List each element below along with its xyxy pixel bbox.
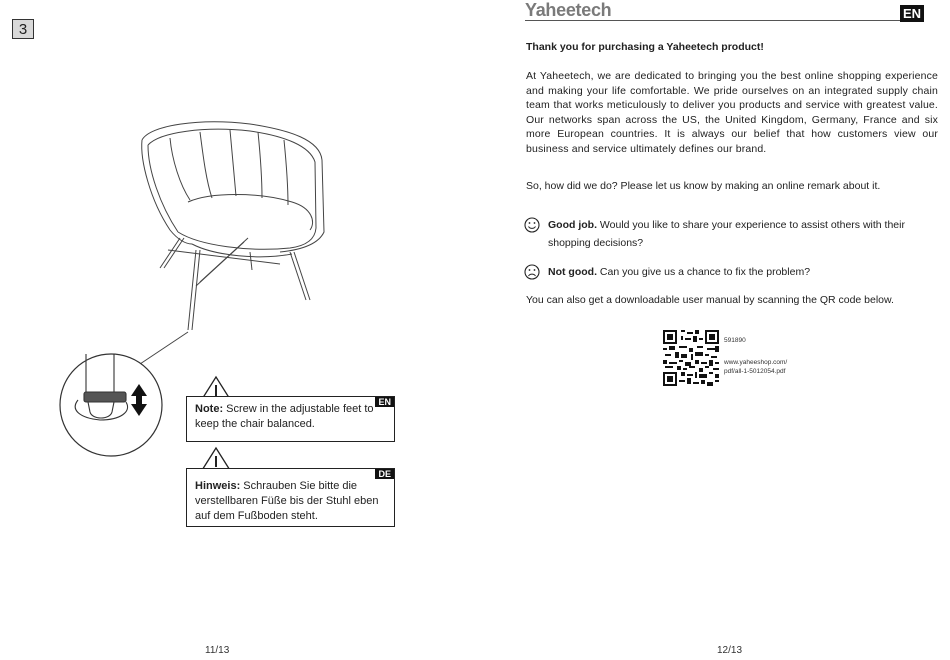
right-page: [475, 0, 950, 660]
language-tag-de: DE: [375, 469, 394, 479]
brand-logo: Yaheetech: [525, 0, 612, 20]
page-number-left: 11/13: [205, 645, 230, 656]
not-good-option: [524, 263, 938, 281]
qr-url: [724, 358, 787, 376]
good-job-label: Good job.: [548, 219, 597, 231]
smiley-face-icon: [524, 217, 540, 233]
qr-code-number: 591890: [724, 337, 746, 344]
page-number-right: 12/13: [717, 645, 743, 656]
qr-code[interactable]: [663, 330, 719, 386]
manual-text: You can also get a downloadable user manual by scanning the QR code below.: [526, 294, 894, 306]
thanks-heading: Thank you for purchasing a Yaheetech product!: [526, 41, 764, 53]
good-job-option: [524, 216, 938, 254]
note-box-de: [186, 468, 395, 527]
qr-url-line-2: pdf/all-1-5012054.pdf: [724, 368, 786, 375]
note-box-en: [186, 396, 395, 442]
note-text: Screw in the adjustable feet to keep the chair balanced.: [195, 403, 374, 430]
language-badge: EN: [900, 5, 924, 22]
not-good-label: Not good.: [548, 266, 597, 278]
step-number-badge: 3: [12, 19, 34, 39]
feedback-request: So, how did we do? Please let us know by making an online remark about it.: [526, 180, 881, 192]
note-label: Hinweis:: [195, 480, 241, 492]
note-text: Schrauben Sie bitte die verstellbaren Füße bis der Stuhl eben auf dem Fußboden steht.: [195, 480, 379, 522]
header-rule: [525, 20, 913, 21]
intro-paragraph: At Yaheetech, we are dedicated to bringing you the best online shopping experience and making your life comfortable. We pride ourselves on an integrated supply chain team that works meticulously to deliver you products and service with greatest value. Our networks span across the US, the United Kingdom, Germany, France and six more European countries. It is always our belief that how customers view our business and service ultimately defines our brand.: [526, 70, 938, 155]
qr-url-line-1: www.yaheeshop.com/: [724, 359, 788, 366]
good-job-text: Would you like to share your experience to assist others with their shopping decisions?: [548, 219, 905, 249]
note-label: Note:: [195, 403, 224, 415]
sad-face-icon: [524, 264, 540, 280]
not-good-text: Can you give us a chance to fix the problem?: [599, 266, 811, 278]
language-tag-en: EN: [375, 397, 394, 407]
